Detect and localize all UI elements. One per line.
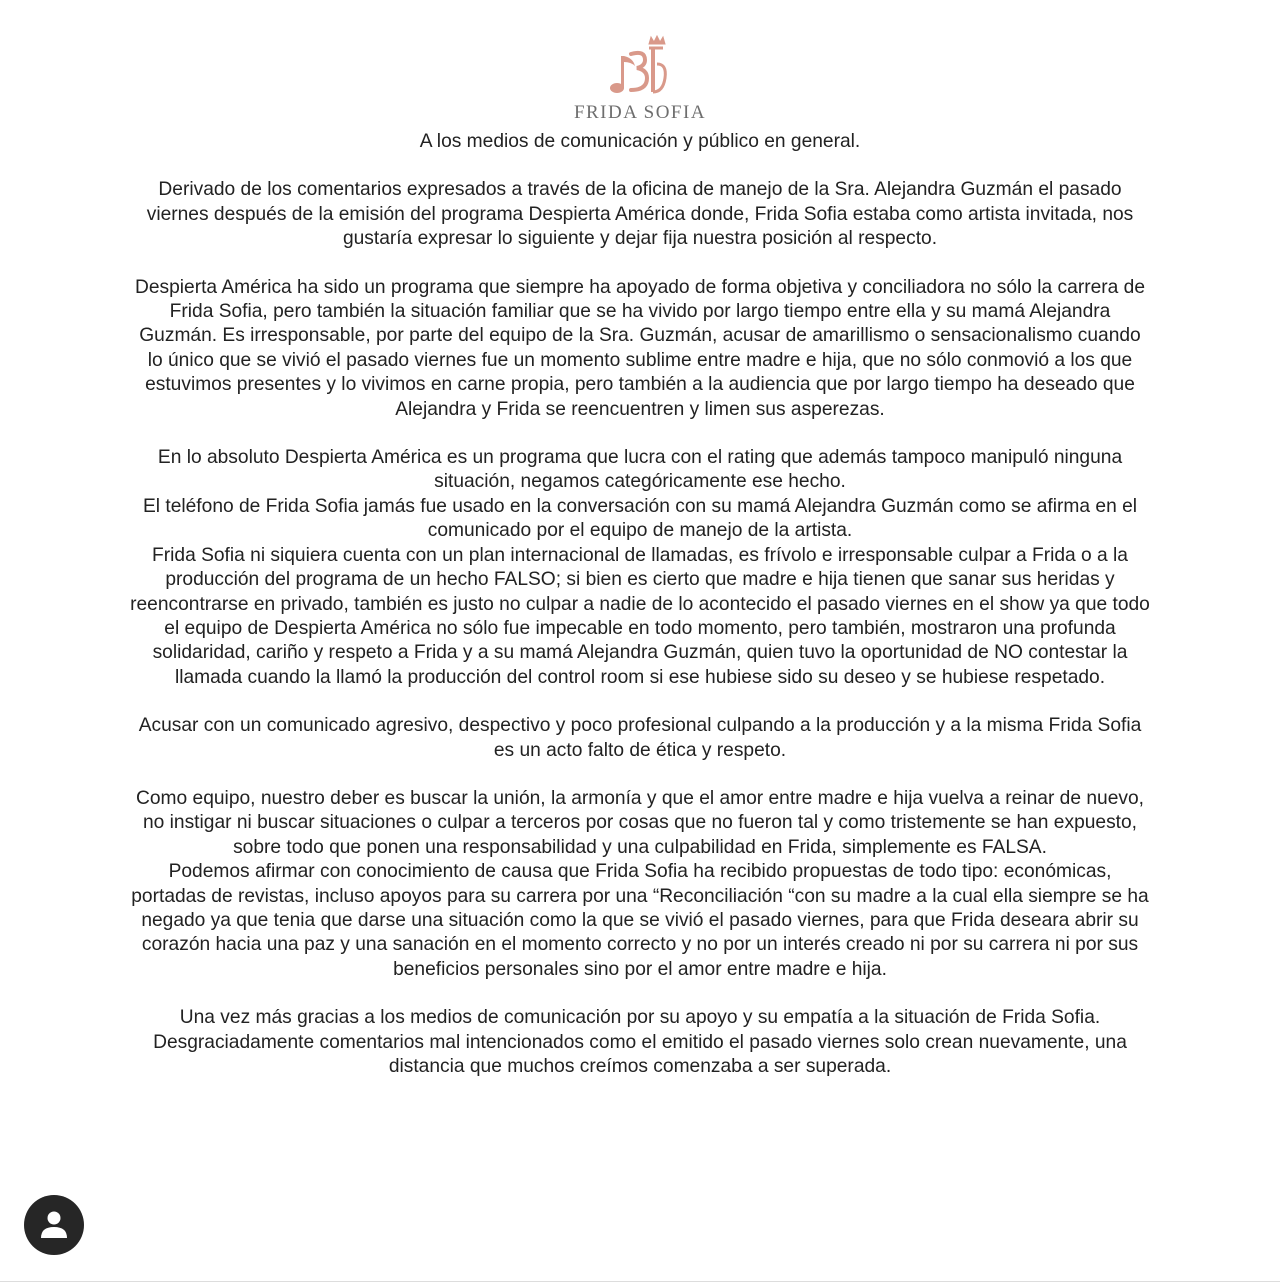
letter-paragraph-4: El teléfono de Frida Sofia jamás fue usado en la conversación con su mamá Alejandra Guzmán como se afirma en el comunicado por el equipo de manejo de la artista.: [142, 495, 1138, 542]
music-note-crown-logo-icon: [605, 34, 675, 100]
letter-salutation: A los medios de comunicación y público en general.: [419, 131, 861, 152]
letter-paragraph-9: Una vez más gracias a los medios de comunicación por su apoyo y su empatía a la situación de Frida Sofia. Desgraciadamente comentarios mal intencionados como el emitido el pasado viernes solo crean nuevamente, una distancia que muchos creímos comenzaba a ser superada.: [153, 1007, 1127, 1077]
bottom-divider: [0, 1281, 1280, 1282]
person-icon: [40, 1210, 68, 1240]
letter-body: [130, 130, 1150, 1079]
letterhead: [0, 34, 1280, 124]
letter-paragraph-1: Derivado de los comentarios expresados a través de la oficina de manejo de la Sra. Alejandra Guzmán el pasado viernes después de la emisión del programa Despierta América donde, Frida Sofia estaba como artista invitada, nos gustaría expresar lo siguiente y dejar fija nuestra posición al respecto.: [146, 179, 1134, 250]
letter-paragraph-2: Despierta América ha sido un programa que siempre ha apoyado de forma objetiva y conciliadora no sólo la carrera de Frida Sofia, pero también la situación familiar que se ha vivido por largo tiempo entre ella y su mamá Alejandra Guzmán. Es irresponsable, por parte del equipo de la Sra. Guzmán, acusar de amarillismo o sensacionalismo cuando lo único que se vivió el pasado viernes fue un momento sublime entre madre e hija, que no sólo conmovió a los que estuvimos presentes y lo vivimos en carne propia, pero también a la audiencia que por largo tiempo ha deseado que Alejandra y Frida se reencuentren y limen sus asperezas.: [134, 276, 1146, 420]
profile-avatar-button[interactable]: [24, 1195, 84, 1255]
letter-paragraph-6: Acusar con un comunicado agresivo, despectivo y poco profesional culpando a la producción y a la misma Frida Sofia es un acto falto de ética y respeto.: [138, 715, 1142, 761]
letter-paragraph-7: Como equipo, nuestro deber es buscar la unión, la armonía y que el amor entre madre e hija vuelva a reinar de nuevo, no instigar ni buscar situaciones o culpar a terceros por cosas que no fueron tal y como tristemente se han expuesto, sobre todo que ponen una responsabilidad y una culpabilidad en Frida, simplemente es FALSA.: [136, 787, 1144, 858]
letter-paragraph-5: Frida Sofia ni siquiera cuenta con un plan internacional de llamadas, es frívolo e irresponsable culpar a Frida o a la producción del programa de un hecho FALSO; si bien es cierto que madre e hija tienen que sanar sus heridas y reencontrarse en privado, también es justo no culpar a nadie de lo acontecido el pasado viernes en el show ya que todo el equipo de Despierta América no sólo fue impecable en todo momento, pero también, mostraron una profunda solidaridad, cariño y respeto a Frida y a su mamá Alejandra Guzmán, quien tuvo la oportunidad de NO contestar la llamada cuando la llamó la producción del control room si ese hubiese sido su deseo y se hubiese respetado.: [130, 544, 1150, 688]
letter-paragraph-8: Podemos afirmar con conocimiento de causa que Frida Sofia ha recibido propuestas de todo tipo: económicas, portadas de revistas, incluso apoyos para su carrera por una “Reconciliación “con su madre a la cual ella siempre se ha negado ya que tenia que darse una situación como la que se vivió el pasado viernes, para que Frida deseara abrir su corazón hacia una paz y una sanación en el momento correcto y no por un interés creado ni por su carrera ni por sus beneficios personales sino por el amor entre madre e hija.: [131, 861, 1149, 980]
brand-name: FRIDA SOFIA: [573, 102, 707, 123]
letter-paragraph-3: En lo absoluto Despierta América es un programa que lucra con el rating que además tampoco manipuló ninguna situación, negamos categóricamente ese hecho.: [157, 447, 1123, 493]
